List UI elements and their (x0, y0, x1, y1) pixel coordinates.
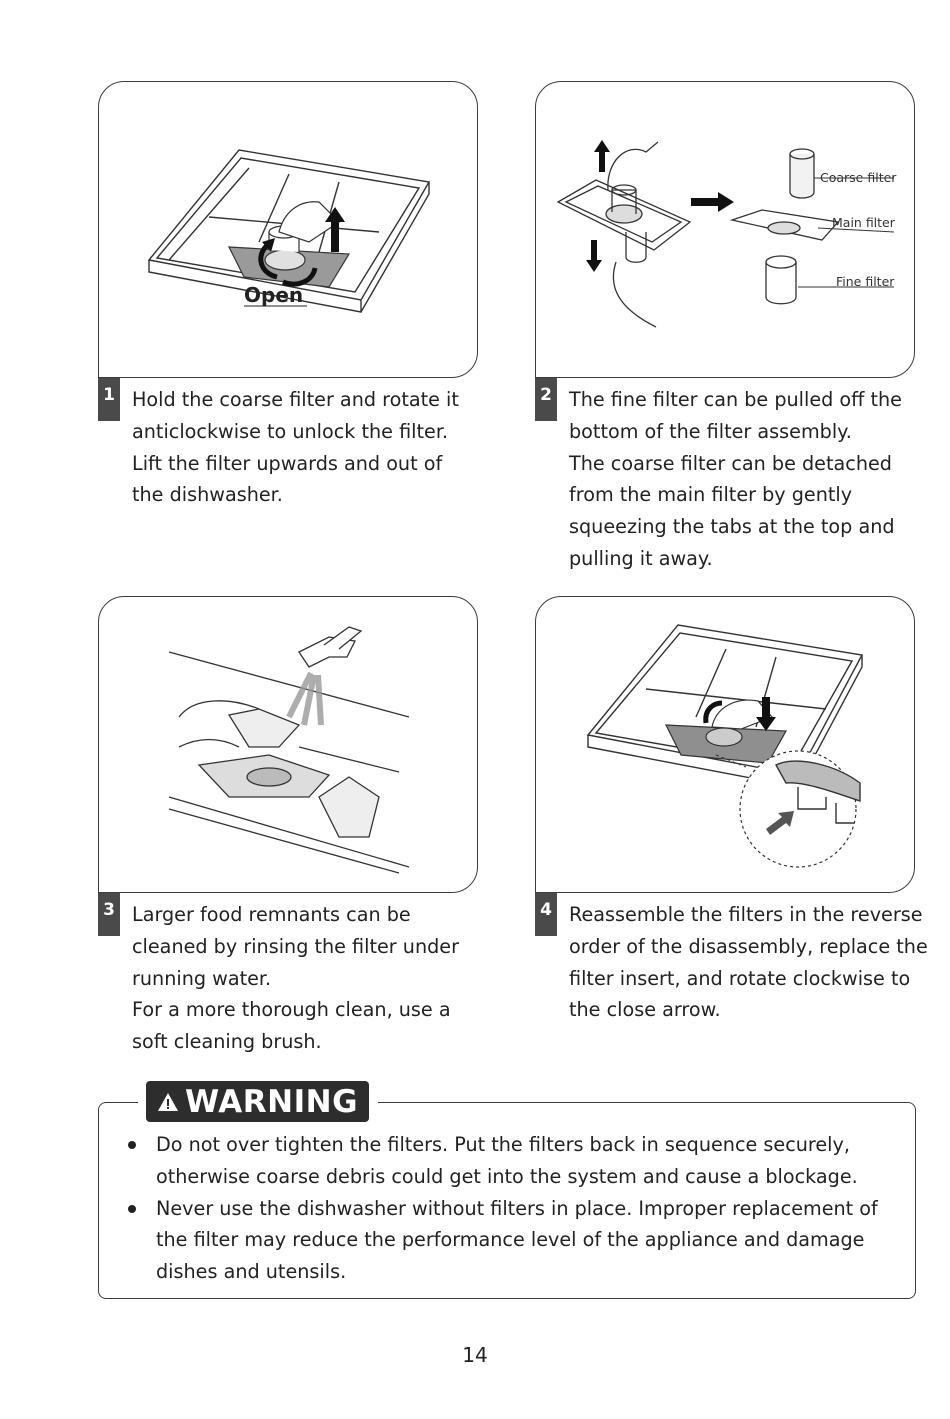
warning-item-line: Do not over tighten the filters. Put the filters back in sequence securely, (156, 1133, 850, 1156)
bullet-icon (128, 1141, 136, 1149)
step-4-illustration-panel (535, 596, 915, 893)
filter-disassembly-illustration (536, 82, 915, 378)
callout-main-filter: Main filter (832, 215, 895, 230)
step-4-line: order of the disassembly, replace the (569, 934, 928, 958)
step-1-illustration-panel (98, 81, 478, 378)
step-2-line: from the main filter by gently (569, 483, 853, 507)
step-2-illustration-panel (535, 81, 915, 378)
warning-item-line: dishes and utensils. (156, 1260, 347, 1284)
step-3-line: cleaned by rinsing the filter under (132, 934, 459, 958)
warning-badge (138, 1078, 378, 1124)
open-label: Open (244, 283, 304, 307)
warning-list (128, 1129, 898, 1288)
step-1-line: Lift the filter upwards and out of (132, 451, 443, 475)
step-2-line: squeezing the tabs at the top and (569, 515, 895, 539)
step-4-text (569, 899, 928, 1026)
step-3-text (132, 899, 459, 1058)
warning-item-line: otherwise coarse debris could get into the system and cause a blockage. (156, 1164, 858, 1188)
warning-item (128, 1129, 898, 1193)
step-3-line: Larger food remnants can be (132, 903, 411, 926)
step-4-line: filter insert, and rotate clockwise to (569, 966, 911, 990)
warning-item (128, 1193, 898, 1288)
callout-fine-filter: Fine filter (836, 274, 895, 289)
rinsing-filter-illustration (99, 597, 478, 893)
step-2-number: 2 (535, 378, 557, 421)
step-3-line: running water. (132, 966, 272, 990)
step-2-line: pulling it away. (569, 546, 713, 570)
step-2-line: The coarse filter can be detached (569, 451, 892, 475)
warning-triangle-icon (157, 1092, 179, 1112)
step-1-line: Hold the coarse filter and rotate it (132, 388, 459, 411)
warning-item-line: Never use the dishwasher without filters in place. Improper replacement of (156, 1196, 878, 1220)
step-3-number: 3 (98, 893, 120, 936)
step-4-line: Reassemble the filters in the reverse (569, 903, 923, 926)
step-2-text (569, 384, 902, 575)
step-2-line: bottom of the filter assembly. (569, 419, 852, 443)
step-2-line: The fine filter can be pulled off the (569, 388, 902, 411)
warning-title: WARNING (184, 1083, 359, 1120)
step-4-number: 4 (535, 893, 557, 936)
step-1-line: anticlockwise to unlock the filter. (132, 419, 449, 443)
step-3-illustration-panel (98, 596, 478, 893)
page-number: 14 (462, 1343, 488, 1367)
step-1-line: the dishwasher. (132, 483, 283, 507)
callout-coarse-filter: Coarse filter (820, 170, 897, 185)
step-3-line: soft cleaning brush. (132, 1030, 322, 1054)
step-3-line: For a more thorough clean, use a (132, 998, 451, 1022)
warning-item-line: the filter may reduce the performance level of the appliance and damage (156, 1228, 865, 1252)
step-4-line: the close arrow. (569, 998, 721, 1022)
bullet-icon (128, 1205, 136, 1213)
step-1-number: 1 (98, 378, 120, 421)
reassembly-illustration (536, 597, 915, 893)
warning-badge-inner (146, 1081, 369, 1122)
dishwasher-tub-filter-illustration (99, 82, 478, 378)
step-1-text (132, 384, 459, 511)
